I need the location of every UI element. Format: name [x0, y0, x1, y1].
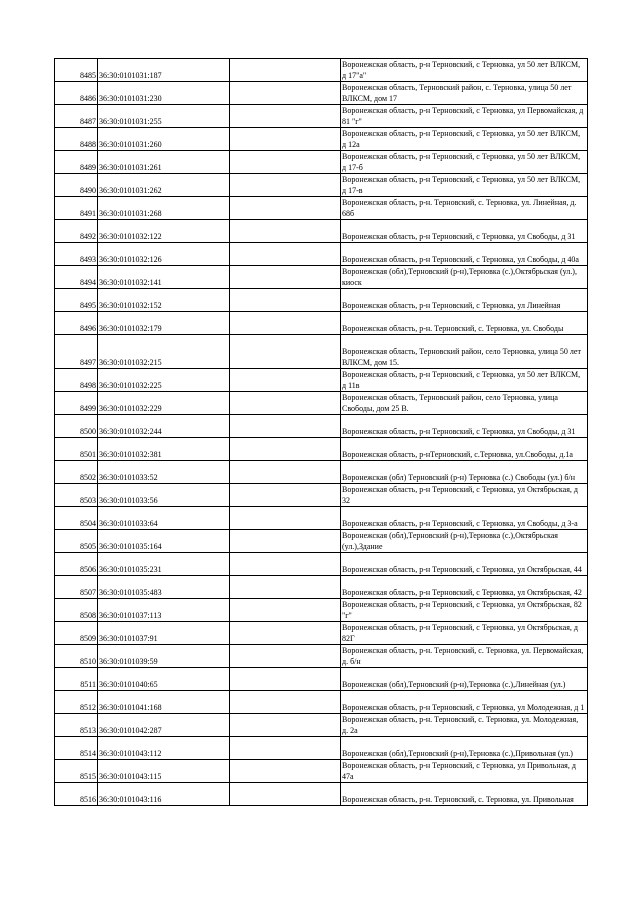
row-number-cell: 8509 [55, 622, 98, 645]
table-row [55, 174, 588, 197]
row-number-cell: 8514 [55, 737, 98, 760]
table-row [55, 369, 588, 392]
cadastral-code-cell: 36:30:0101043:115 [98, 760, 230, 783]
row-number-cell: 8487 [55, 105, 98, 128]
empty-cell [230, 243, 341, 266]
address-cell: Воронежская область, Терновский район, село Терновка, улица 50 лет ВЛКСМ, дом 15. [341, 335, 588, 369]
table-row [55, 576, 588, 599]
table-row [55, 691, 588, 714]
empty-cell [230, 312, 341, 335]
table-row [55, 220, 588, 243]
table-row [55, 599, 588, 622]
row-number-cell: 8486 [55, 82, 98, 105]
cadastral-code-cell: 36:30:0101040:65 [98, 668, 230, 691]
empty-cell [230, 737, 341, 760]
table-row [55, 645, 588, 668]
table-row [55, 105, 588, 128]
row-number-cell: 8492 [55, 220, 98, 243]
empty-cell [230, 289, 341, 312]
empty-cell [230, 553, 341, 576]
address-cell: Воронежская область, р-н Терновский, с Терновка, ул 50 лет ВЛКСМ, д 11в [341, 369, 588, 392]
cadastral-code-cell: 36:30:0101039:59 [98, 645, 230, 668]
address-cell: Воронежская область, р-н Терновский, с Терновка, ул Октябрьская, 44 [341, 553, 588, 576]
cadastral-code-cell: 36:30:0101041:168 [98, 691, 230, 714]
row-number-cell: 8506 [55, 553, 98, 576]
empty-cell [230, 415, 341, 438]
empty-cell [230, 128, 341, 151]
row-number-cell: 8490 [55, 174, 98, 197]
table-body [55, 59, 588, 806]
cadastral-code-cell: 36:30:0101032:126 [98, 243, 230, 266]
row-number-cell: 8504 [55, 507, 98, 530]
empty-cell [230, 530, 341, 553]
empty-cell [230, 461, 341, 484]
table-row [55, 622, 588, 645]
cadastral-code-cell: 36:30:0101032:381 [98, 438, 230, 461]
address-cell: Воронежская область, р-н Терновский, с Терновка, ул Октябрьская, д 32 [341, 484, 588, 507]
cadastral-code-cell: 36:30:0101033:64 [98, 507, 230, 530]
address-cell: Воронежская (обл),Терновский (р-н),Терновка (с.),Октябрьская (ул.),Здание [341, 530, 588, 553]
address-cell: Воронежская (обл),Терновский (р-н),Терновка (с.),Линейная (ул.) [341, 668, 588, 691]
address-cell: Воронежская область, р-н. Терновский, с. Терновка, ул. Линейная, д. 68б [341, 197, 588, 220]
row-number-cell: 8501 [55, 438, 98, 461]
cadastral-code-cell: 36:30:0101031:262 [98, 174, 230, 197]
address-cell: Воронежская область, р-н Терновский, с Терновка, ул 50 лет ВЛКСМ, д 17-б [341, 151, 588, 174]
cadastral-code-cell: 36:30:0101032:141 [98, 266, 230, 289]
row-number-cell: 8507 [55, 576, 98, 599]
cadastral-code-cell: 36:30:0101032:244 [98, 415, 230, 438]
empty-cell [230, 668, 341, 691]
address-cell: Воронежская область, р-н Терновский, с Терновка, ул Свободы, д 3-а [341, 507, 588, 530]
row-number-cell: 8503 [55, 484, 98, 507]
table-row [55, 737, 588, 760]
row-number-cell: 8510 [55, 645, 98, 668]
empty-cell [230, 151, 341, 174]
address-cell: Воронежская область, р-н Терновский, с Терновка, ул Октябрьская, д 82Г [341, 622, 588, 645]
row-number-cell: 8496 [55, 312, 98, 335]
empty-cell [230, 220, 341, 243]
table-row [55, 312, 588, 335]
row-number-cell: 8491 [55, 197, 98, 220]
address-cell: Воронежская область, р-н Терновский, с Терновка, ул Молодежная, д 1 [341, 691, 588, 714]
table-row [55, 484, 588, 507]
address-cell: Воронежская область, р-н. Терновский, с. Терновка, ул. Первомайская, д. б/н [341, 645, 588, 668]
cadastral-code-cell: 36:30:0101032:179 [98, 312, 230, 335]
address-cell: Воронежская область, р-н Терновский, с Терновка, ул Октябрьская, 42 [341, 576, 588, 599]
address-cell: Воронежская область, р-н Терновский, с Терновка, ул Свободы, д 31 [341, 220, 588, 243]
table-row [55, 266, 588, 289]
table-row [55, 335, 588, 369]
cadastral-code-cell: 36:30:0101032:152 [98, 289, 230, 312]
row-number-cell: 8497 [55, 335, 98, 369]
table-row [55, 197, 588, 220]
empty-cell [230, 392, 341, 415]
table-row [55, 714, 588, 737]
address-cell: Воронежская область, Терновский район, с. Терновка, улица 50 лет ВЛКСМ, дом 17 [341, 82, 588, 105]
cadastral-code-cell: 36:30:0101035:231 [98, 553, 230, 576]
empty-cell [230, 622, 341, 645]
cadastral-code-cell: 36:30:0101043:112 [98, 737, 230, 760]
table-row [55, 530, 588, 553]
cadastral-code-cell: 36:30:0101035:483 [98, 576, 230, 599]
table-row [55, 243, 588, 266]
row-number-cell: 8495 [55, 289, 98, 312]
row-number-cell: 8499 [55, 392, 98, 415]
row-number-cell: 8498 [55, 369, 98, 392]
table-row [55, 392, 588, 415]
row-number-cell: 8502 [55, 461, 98, 484]
address-cell: Воронежская область, р-н. Терновский, с. Терновка, ул. Молодежная, д. 2а [341, 714, 588, 737]
row-number-cell: 8500 [55, 415, 98, 438]
table-row [55, 461, 588, 484]
empty-cell [230, 507, 341, 530]
address-cell: Воронежская область, р-н Терновский, с Терновка, ул Линейная [341, 289, 588, 312]
cadastral-code-cell: 36:30:0101032:122 [98, 220, 230, 243]
table-row [55, 507, 588, 530]
table-row [55, 59, 588, 82]
row-number-cell: 8516 [55, 783, 98, 806]
address-cell: Воронежская (обл),Терновский (р-н),Терновка (с.),Привольная (ул.) [341, 737, 588, 760]
address-cell: Воронежская (обл),Терновский (р-н),Терновка (с.),Октябрьская (ул.), киоск [341, 266, 588, 289]
address-cell: Воронежская область, р-н Терновский, с Терновка, ул Октябрьская, 82 "г" [341, 599, 588, 622]
empty-cell [230, 82, 341, 105]
row-number-cell: 8488 [55, 128, 98, 151]
table-row [55, 760, 588, 783]
address-cell: Воронежская область, р-н Терновский, с Терновка, ул 50 лет ВЛКСМ, д 12а [341, 128, 588, 151]
empty-cell [230, 691, 341, 714]
empty-cell [230, 484, 341, 507]
address-cell: Воронежская область, р-н Терновский, с Терновка, ул Свободы, д 31 [341, 415, 588, 438]
row-number-cell: 8493 [55, 243, 98, 266]
empty-cell [230, 59, 341, 82]
empty-cell [230, 335, 341, 369]
table-row [55, 553, 588, 576]
empty-cell [230, 197, 341, 220]
row-number-cell: 8513 [55, 714, 98, 737]
row-number-cell: 8489 [55, 151, 98, 174]
empty-cell [230, 266, 341, 289]
cadastral-code-cell: 36:30:0101031:260 [98, 128, 230, 151]
row-number-cell: 8494 [55, 266, 98, 289]
empty-cell [230, 576, 341, 599]
address-cell: Воронежская область, р-н. Терновский, с. Терновка, ул. Привольная [341, 783, 588, 806]
empty-cell [230, 783, 341, 806]
cadastral-code-cell: 36:30:0101031:230 [98, 82, 230, 105]
cadastral-code-cell: 36:30:0101032:225 [98, 369, 230, 392]
address-cell: Воронежская область, р-н Терновский, с Терновка, ул Привольная, д 47а [341, 760, 588, 783]
address-cell: Воронежская область, р-н Терновский, с Терновка, ул Первомайская, д 81 "г" [341, 105, 588, 128]
cadastral-code-cell: 36:30:0101031:268 [98, 197, 230, 220]
cadastral-code-cell: 36:30:0101033:56 [98, 484, 230, 507]
table-row [55, 415, 588, 438]
address-cell: Воронежская область, р-нТерновский, с.Терновка, ул.Свободы, д.1а [341, 438, 588, 461]
table-row [55, 668, 588, 691]
table-row [55, 128, 588, 151]
cadastral-code-cell: 36:30:0101037:91 [98, 622, 230, 645]
table-row [55, 151, 588, 174]
row-number-cell: 8512 [55, 691, 98, 714]
table-row [55, 783, 588, 806]
cadastral-code-cell: 36:30:0101031:187 [98, 59, 230, 82]
address-cell: Воронежская область, р-н Терновский, с Терновка, ул 50 лет ВЛКСМ, д 17-в [341, 174, 588, 197]
row-number-cell: 8508 [55, 599, 98, 622]
empty-cell [230, 105, 341, 128]
cadastral-code-cell: 36:30:0101042:287 [98, 714, 230, 737]
row-number-cell: 8485 [55, 59, 98, 82]
table-row [55, 438, 588, 461]
cadastral-code-cell: 36:30:0101037:113 [98, 599, 230, 622]
row-number-cell: 8511 [55, 668, 98, 691]
address-cell: Воронежская область, р-н Терновский, с Терновка, ул 50 лет ВЛКСМ, д 17"а" [341, 59, 588, 82]
empty-cell [230, 438, 341, 461]
address-cell: Воронежская (обл) Терновский (р-н) Терновка (с.) Свободы (ул.) б/н [341, 461, 588, 484]
empty-cell [230, 760, 341, 783]
table-row [55, 82, 588, 105]
address-cell: Воронежская область, р-н. Терновский, с. Терновка, ул. Свободы [341, 312, 588, 335]
cadastral-code-cell: 36:30:0101035:164 [98, 530, 230, 553]
empty-cell [230, 645, 341, 668]
empty-cell [230, 369, 341, 392]
cadastral-code-cell: 36:30:0101032:215 [98, 335, 230, 369]
address-cell: Воронежская область, р-н Терновский, с Терновка, ул Свободы, д 40а [341, 243, 588, 266]
cadastral-code-cell: 36:30:0101031:255 [98, 105, 230, 128]
address-cell: Воронежская область, Терновский район, село Терновка, улица Свободы, дом 25 В. [341, 392, 588, 415]
table-row [55, 289, 588, 312]
cadastral-table [54, 58, 588, 806]
cadastral-code-cell: 36:30:0101043:116 [98, 783, 230, 806]
cadastral-code-cell: 36:30:0101032:229 [98, 392, 230, 415]
cadastral-code-cell: 36:30:0101031:261 [98, 151, 230, 174]
empty-cell [230, 714, 341, 737]
empty-cell [230, 599, 341, 622]
cadastral-code-cell: 36:30:0101033:52 [98, 461, 230, 484]
empty-cell [230, 174, 341, 197]
row-number-cell: 8505 [55, 530, 98, 553]
row-number-cell: 8515 [55, 760, 98, 783]
